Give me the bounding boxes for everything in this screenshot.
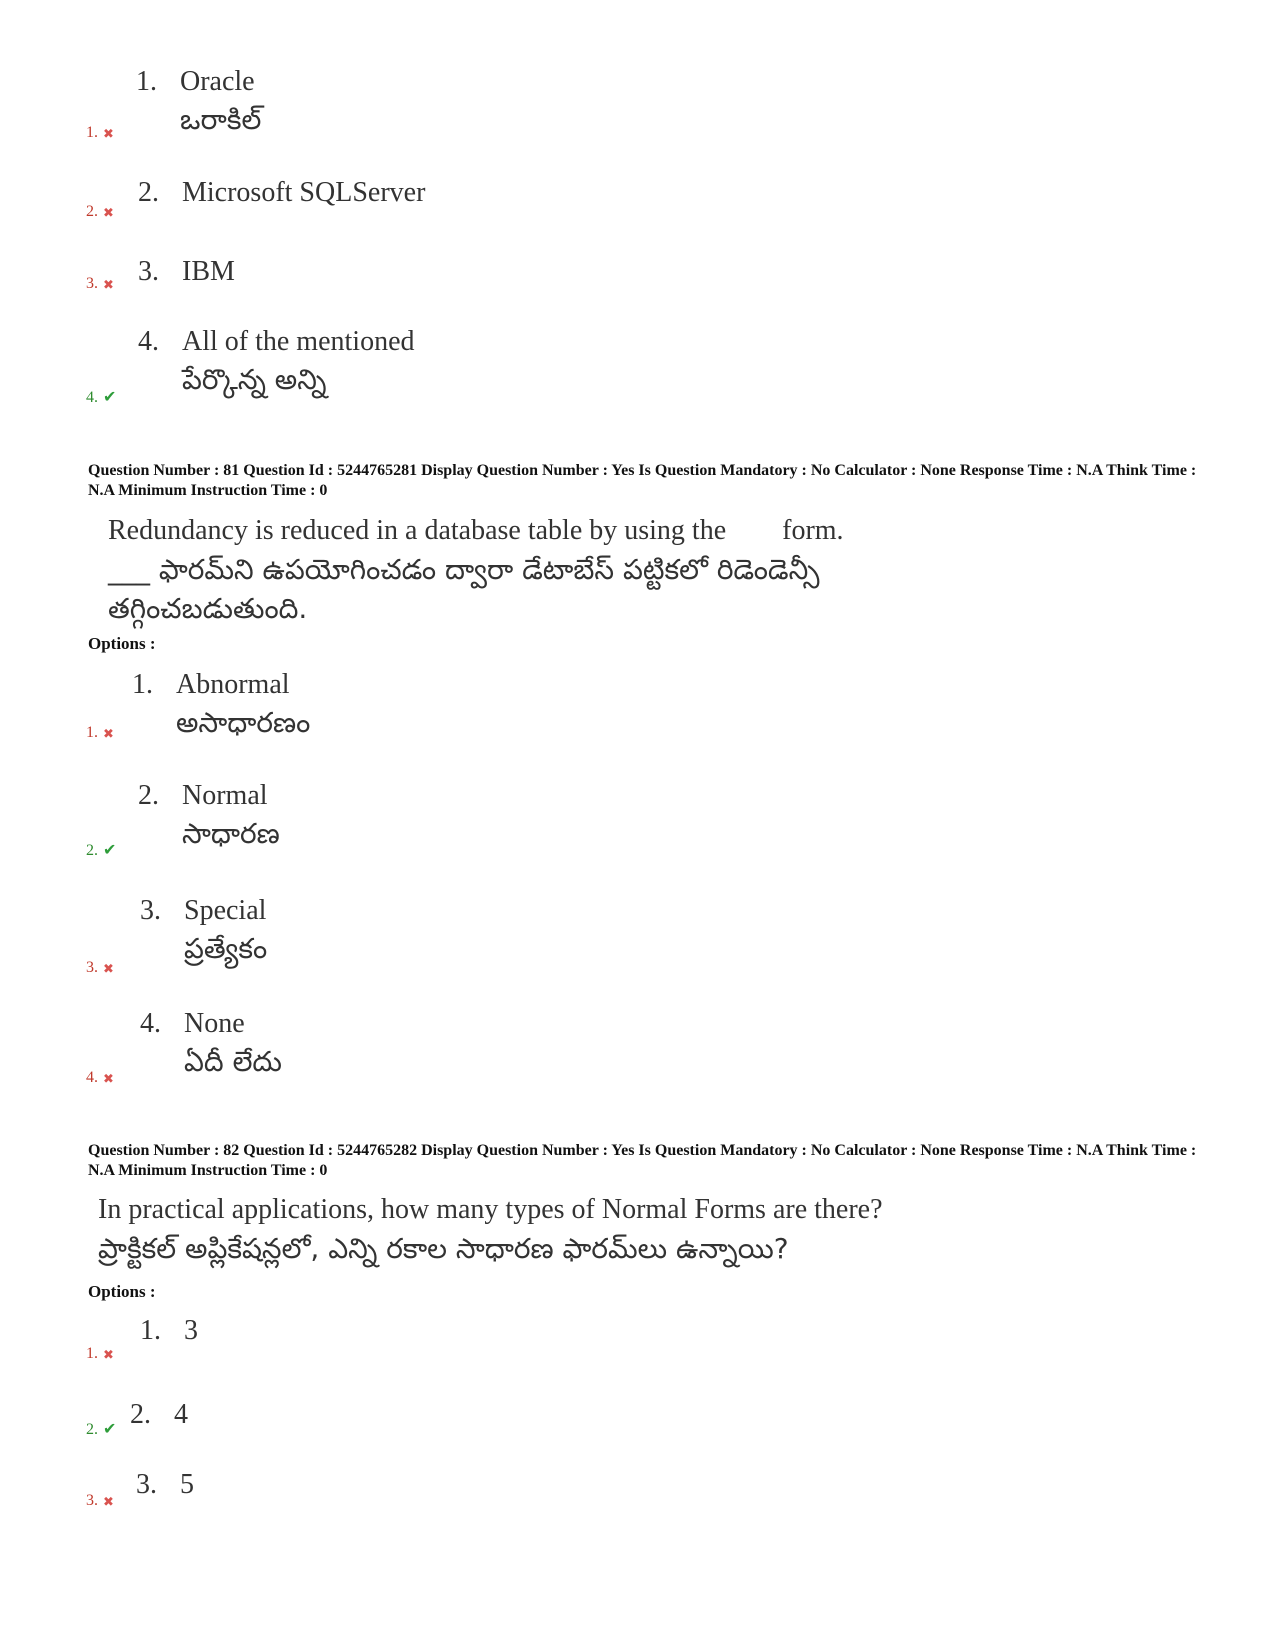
q82-option-1-number — [86, 1345, 114, 1363]
option-text: 3 — [184, 1315, 198, 1346]
option-text: IBM — [182, 256, 235, 287]
wrong-mark-icon: ✖ — [103, 1493, 114, 1509]
wrong-mark-icon: ✖ — [103, 276, 114, 292]
option-index: 4. — [140, 1008, 161, 1039]
options-label: Options : — [88, 1282, 156, 1301]
q81-option-4 — [140, 1005, 282, 1081]
question-text-telugu: ___ ఫారమ్‌ని ఉపయోగించడం ద్వారా డేటాబేస్ పట్టికలో రిడెండెన్సీ — [108, 553, 820, 586]
option-index: 1. — [132, 669, 153, 700]
option-number: 3. — [86, 1492, 98, 1509]
option-number: 2. — [86, 203, 98, 220]
option-text: All of the mentioned — [182, 326, 415, 357]
q82-option-1 — [140, 1312, 198, 1350]
correct-check-icon: ✔ — [103, 389, 117, 406]
option-text-telugu: పేర్కొన్న అన్ని — [182, 363, 327, 396]
option-index: 3. — [136, 1469, 157, 1500]
option-index: 1. — [136, 66, 157, 97]
option-text: None — [184, 1008, 245, 1039]
q81-option-2-number — [86, 842, 116, 860]
option-text-telugu: ఒరాకిల్ — [180, 103, 262, 136]
wrong-mark-icon: ✖ — [103, 1346, 114, 1362]
wrong-mark-icon: ✖ — [103, 204, 114, 220]
question-82-meta: Question Number : 82 Question Id : 5244765282 Display Question Number : Yes Is Question Mandatory : No Calculator : None Response Time : N.A Think Time : N.A Minimum Instruction Time : 0 — [88, 1142, 1197, 1179]
question-81-text — [108, 511, 844, 628]
correct-check-icon: ✔ — [103, 1421, 117, 1438]
option-text: Special — [184, 895, 267, 926]
wrong-mark-icon: ✖ — [103, 960, 114, 976]
option-text: Abnormal — [176, 669, 290, 700]
options-label: Options : — [88, 634, 156, 653]
q82-option-3 — [136, 1466, 194, 1504]
option-index: 2. — [138, 780, 159, 811]
q82-option-3-number — [86, 1492, 114, 1510]
q81-option-3-number — [86, 959, 114, 977]
option-index: 1. — [140, 1315, 161, 1346]
option-text-telugu: ప్రత్యేకం — [184, 932, 268, 965]
question-text-english: In practical applications, how many types of Normal Forms are there? — [98, 1194, 883, 1225]
q80-option-2-number — [86, 203, 114, 221]
q80-option-1 — [136, 63, 261, 139]
q81-option-4-number — [86, 1069, 114, 1087]
q82-option-2-number — [86, 1421, 116, 1439]
option-index: 2. — [130, 1399, 151, 1430]
question-text-english: Redundancy is reduced in a database table by using the form. — [108, 515, 844, 546]
q80-option-4 — [138, 323, 415, 399]
option-text-telugu: సాధారణ — [182, 817, 280, 850]
option-index: 3. — [138, 256, 159, 287]
option-number: 3. — [86, 275, 98, 292]
option-text: 5 — [180, 1469, 194, 1500]
question-81-meta: Question Number : 81 Question Id : 5244765281 Display Question Number : Yes Is Question Mandatory : No Calculator : None Response Time : N.A Think Time : N.A Minimum Instruction Time : 0 — [88, 462, 1197, 499]
option-index: 4. — [138, 326, 159, 357]
wrong-mark-icon: ✖ — [103, 725, 114, 741]
question-text-telugu: ప్రాక్టికల్ అప్లికేషన్లలో, ఎన్ని రకాల సాధారణ ఫారమ్‌లు ఉన్నాయి? — [98, 1232, 789, 1265]
q81-option-3 — [140, 892, 267, 968]
option-index: 2. — [138, 177, 159, 208]
option-text: 4 — [174, 1399, 188, 1430]
option-number: 4. — [86, 1069, 98, 1086]
option-number: 1. — [86, 724, 98, 741]
q80-option-2 — [138, 174, 425, 212]
q82-option-2 — [130, 1396, 188, 1434]
option-text: Normal — [182, 780, 268, 811]
option-text: Oracle — [180, 66, 255, 97]
q81-option-1-number — [86, 724, 114, 742]
q80-option-3-number — [86, 275, 114, 293]
option-index: 3. — [140, 895, 161, 926]
question-82-text — [98, 1190, 883, 1268]
q81-option-2 — [138, 777, 280, 853]
option-number: 1. — [86, 124, 98, 141]
question-text-telugu-cont: తగ్గించబడుతుంది. — [108, 592, 308, 625]
option-number: 2. — [86, 842, 98, 859]
q80-option-3 — [138, 253, 235, 291]
q80-option-4-number — [86, 389, 116, 407]
q81-option-1 — [132, 666, 310, 742]
correct-check-icon: ✔ — [103, 842, 117, 859]
q80-option-1-number — [86, 124, 114, 142]
option-number: 1. — [86, 1345, 98, 1362]
option-number: 2. — [86, 1421, 98, 1438]
wrong-mark-icon: ✖ — [103, 1070, 114, 1086]
option-number: 4. — [86, 389, 98, 406]
wrong-mark-icon: ✖ — [103, 125, 114, 141]
option-text: Microsoft SQLServer — [182, 177, 426, 208]
option-text-telugu: అసాధారణం — [176, 706, 311, 739]
option-text-telugu: ఏదీ లేదు — [184, 1045, 282, 1078]
option-number: 3. — [86, 959, 98, 976]
